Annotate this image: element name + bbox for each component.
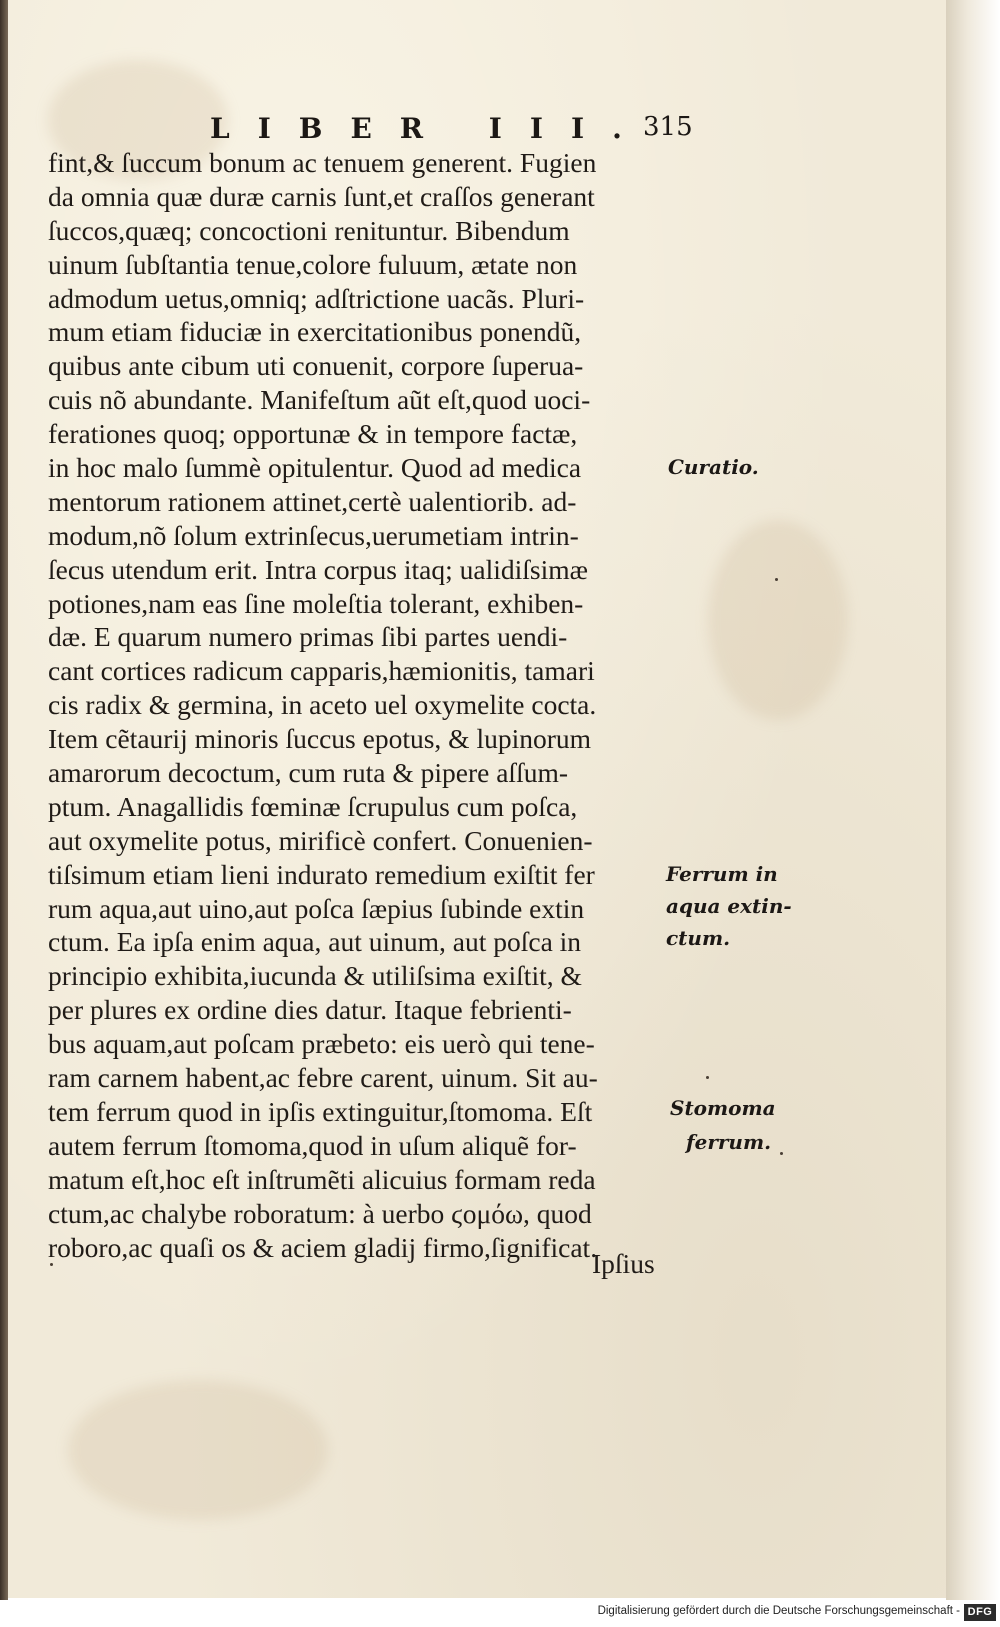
marginal-note-ferrum-line-2: aqua extin- — [666, 894, 792, 918]
text-line: modum,nõ ſolum extrinſecus,uerumetiam intrin- — [48, 519, 579, 551]
text-line: quibus ante cibum uti conuenit, corpore ſuperua- — [48, 350, 584, 382]
text-line: rum aqua,aut uino,aut poſca ſæpius ſubinde extin — [48, 892, 585, 924]
text-line: cis radix & germina, in aceto uel oxymelite cocta. — [48, 689, 597, 721]
marginal-note-stomoma-line-2: ferrum. — [686, 1130, 772, 1154]
text-line: ptum. Anagallidis fœminæ ſcrupulus cum poſca, — [48, 790, 578, 822]
footer-bar — [0, 1600, 1000, 1627]
marginal-note-curatio: Curatio. — [668, 455, 759, 479]
text-line: mentorum rationem attinet,certè ualentiorib. ad- — [48, 485, 577, 517]
text-line: potiones,nam eas ſine moleſtia tolerant, exhiben- — [48, 587, 584, 619]
text-line: ſecus utendum erit. Intra corpus itaq; ualidiſsimæ — [48, 553, 588, 585]
text-line: dæ. E quarum numero primas ſibi partes uendi- — [48, 621, 568, 653]
text-line: cant cortices radicum capparis,hæmionitis, tamari — [48, 655, 595, 687]
text-line: cuis nõ abundante. Manifeſtum aũt eſt,quod uoci- — [48, 384, 591, 416]
text-line: ram carnem habent,ac febre carent, uinum. Sit au- — [48, 1062, 598, 1094]
marginal-note-stomoma-line-1: Stomoma — [670, 1096, 776, 1120]
marginal-note-ferrum-line-1: Ferrum in — [666, 862, 778, 886]
text-line: ferationes quoq; opportunæ & in tempore factæ, — [48, 418, 578, 450]
text-line: roboro,ac quaſi os & aciem gladij firmo,ſignificat. — [48, 1231, 598, 1263]
text-line: autem ferrum ſtomoma,quod in uſum aliquẽ for- — [48, 1129, 577, 1161]
text-line: tem ferrum quod in ipſis extinguitur,ſtomoma. Eſt — [48, 1095, 593, 1127]
running-head: LIBER III. — [210, 112, 650, 145]
page-edge — [0, 0, 8, 1600]
text-line: per plures ex ordine dies datur. Itaque febrienti- — [48, 994, 572, 1026]
ink-speck — [780, 1152, 783, 1155]
text-line: in hoc malo ſummè opitulentur. Quod ad medica — [48, 452, 582, 484]
text-line: ctum. Ea ipſa enim aqua, aut uinum, aut poſca in — [48, 926, 582, 958]
text-line: fint,& ſuccum bonum ac tenuem generent. Fugien — [48, 147, 597, 178]
dfg-logo: DFG — [964, 1604, 996, 1621]
ink-speck — [50, 1263, 53, 1266]
text-line: principio exhibita,iucunda & utiliſsima exiſtit, & — [48, 960, 582, 992]
text-line: bus aquam,aut poſcam præbeto: eis uerò qui tene- — [48, 1028, 595, 1060]
text-line: uinum ſubſtantia tenue,colore fuluum, ætate non — [48, 248, 578, 280]
page-number: 315 — [643, 112, 693, 142]
text-line: ctum,ac chalybe roboratum: à uerbo ϛομόω, quod — [48, 1197, 592, 1229]
text-line: matum eſt,hoc eſt inſtrumẽti alicuius formam reda — [48, 1163, 596, 1195]
paper-stain — [68, 1380, 328, 1520]
marginal-note-ferrum-line-3: ctum. — [666, 926, 731, 950]
ink-speck — [775, 578, 778, 581]
text-line: mum etiam fiduciæ in exercitationibus ponendũ, — [48, 316, 582, 348]
text-line: tiſsimum etiam lieni indurato remedium exiſtit fer — [48, 858, 595, 890]
main-text-block — [48, 146, 678, 1264]
ink-speck — [706, 1076, 709, 1079]
text-line: amarorum decoctum, cum ruta & pipere aſſum- — [48, 757, 569, 789]
text-line: da omnia quæ duræ carnis ſunt,et craſſos generant — [48, 180, 595, 212]
text-line: aut oxymelite potus, mirificè confert. Conuenien- — [48, 824, 593, 856]
text-line: Item cẽtaurij minoris ſuccus epotus, & lupinorum — [48, 723, 592, 755]
text-line: ſuccos,quæq; concoctioni renituntur. Bibendum — [48, 214, 570, 246]
catchword: Ipſius — [592, 1248, 655, 1279]
page-gutter-shadow — [946, 0, 1000, 1600]
text-line: admodum uetus,omniq; adſtrictione uacãs. Pluri- — [48, 282, 585, 314]
paper-stain — [708, 520, 848, 720]
funding-credit: Digitalisierung gefördert durch die Deutsche Forschungsgemeinschaft - — [597, 1605, 960, 1617]
